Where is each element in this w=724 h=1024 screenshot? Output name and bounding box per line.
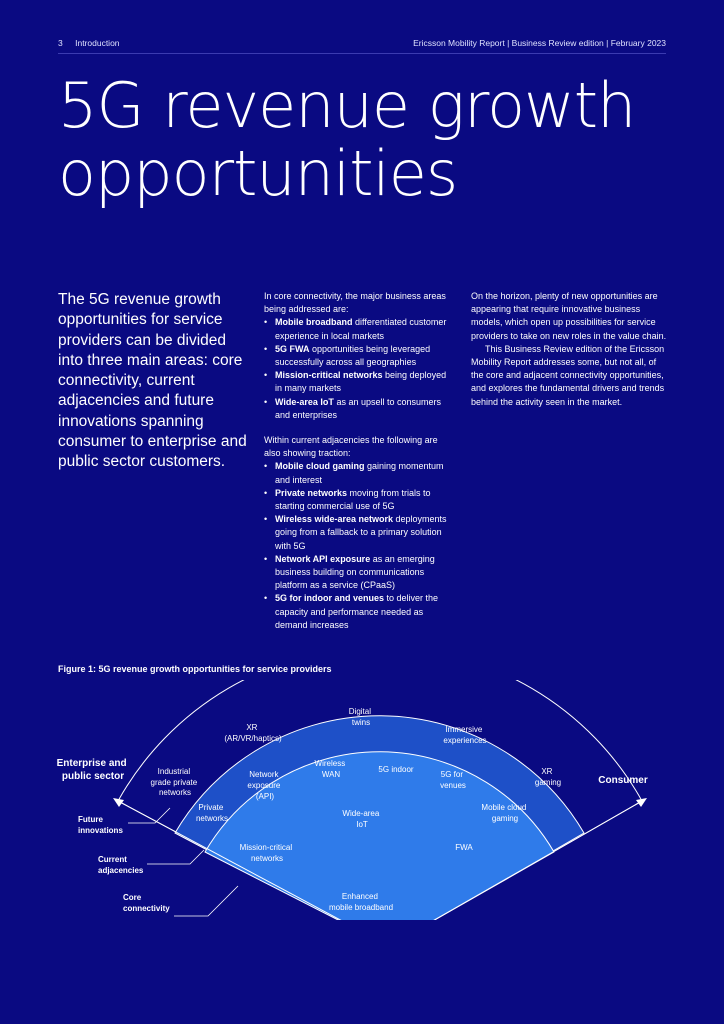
- page-header: [58, 38, 666, 54]
- adjacencies-lead: Within current adjacencies the following are also showing traction:: [264, 435, 438, 459]
- core-lead: In core connectivity, the major business areas being addressed are:: [264, 291, 446, 315]
- opportunities-diagram: [0, 680, 724, 920]
- title-line-2: opportunities: [58, 137, 458, 210]
- immersive-label: Immersive experiences: [443, 725, 487, 745]
- page-title: [58, 69, 678, 210]
- list-item: • Mobile broadband differentiated customer experience in local markets: [264, 316, 449, 342]
- list-item: • Mission-critical networks being deployed in many markets: [264, 369, 449, 395]
- private-networks-label: Private networks: [195, 803, 229, 823]
- horizon-paragraph-2: This Business Review edition of the Ericsson Mobility Report addresses some, but not all, of the core and adjacent connectivity opportunities, and explores the fundamental drivers and trends behind the activity seen in the market.: [471, 343, 665, 407]
- column-horizon: [471, 290, 671, 409]
- wireless-wan-label: Wireless WAN: [314, 759, 346, 779]
- list-item: • Network API exposure as an emerging business building on communications platform as a service (CPaaS): [264, 553, 449, 593]
- core-connectivity-label: Core connectivity: [123, 893, 170, 913]
- cloud-gaming-label: Mobile cloud gaming: [481, 803, 527, 823]
- consumer-label: Consumer: [598, 775, 648, 786]
- list-item: • 5G FWA opportunities being leveraged successfully across all geographies: [264, 343, 449, 369]
- list-item: • Wireless wide-area network deployments going from a fallback to a primary solution with 5G: [264, 513, 449, 553]
- list-item: • Mobile cloud gaming gaining momentum and interest: [264, 460, 449, 486]
- title-line-1: 5G revenue growth: [58, 69, 636, 142]
- column-core-adjacencies: [264, 290, 449, 632]
- list-item: • Private networks moving from trials to starting commercial use of 5G: [264, 487, 449, 513]
- network-exposure-label: Network exposure (API): [247, 770, 281, 801]
- xr-gaming-label: XR gaming: [534, 767, 562, 787]
- section-name: Introduction: [75, 38, 120, 48]
- list-item: • 5G for indoor and venues to deliver the capacity and performance needed as demand increases: [264, 592, 449, 632]
- enterprise-label: Enterprise and public sector: [56, 758, 127, 782]
- venues-label: 5G for venues: [440, 770, 466, 790]
- mbb-label: Enhanced mobile broadband: [328, 892, 394, 912]
- horizon-paragraph-1: On the horizon, plenty of new opportunities are appearing that require innovative business models, which open up possibilities for service providers to take on new roles in the value chain.: [471, 291, 667, 341]
- intro-paragraph: The 5G revenue growth opportunities for service providers can be divided into three main areas: core connectivity, current adjacencies and future innovations spanning consumer to enterprise and public sector customers.: [58, 291, 247, 471]
- xr-label: XR (AR/VR/haptics): [224, 723, 282, 743]
- mission-critical-label: Mission-critical networks: [239, 843, 293, 863]
- future-innovations-label: Future innovations: [78, 815, 123, 835]
- list-item: • Wide-area IoT as an upsell to consumers and enterprises: [264, 396, 449, 422]
- figure-caption: Figure 1: 5G revenue growth opportunities for service providers: [58, 664, 332, 674]
- publication-name: Ericsson Mobility Report | Business Review edition | February 2023: [413, 38, 666, 48]
- wide-area-iot-label: Wide-area IoT: [342, 809, 380, 829]
- current-leader-line: [147, 850, 204, 864]
- digital-twins-label: Digital twins: [348, 707, 371, 727]
- indoor-label: 5G indoor: [378, 765, 414, 774]
- current-adjacencies-label: Current adjacencies: [98, 855, 144, 875]
- industrial-label: Industrial grade private networks: [150, 767, 198, 797]
- core-leader-line: [174, 886, 238, 916]
- fwa-label: FWA: [455, 843, 473, 852]
- header-left: [58, 38, 130, 48]
- page-number: 3: [58, 38, 63, 48]
- adjacencies-list: [264, 460, 449, 632]
- core-list: [264, 316, 449, 422]
